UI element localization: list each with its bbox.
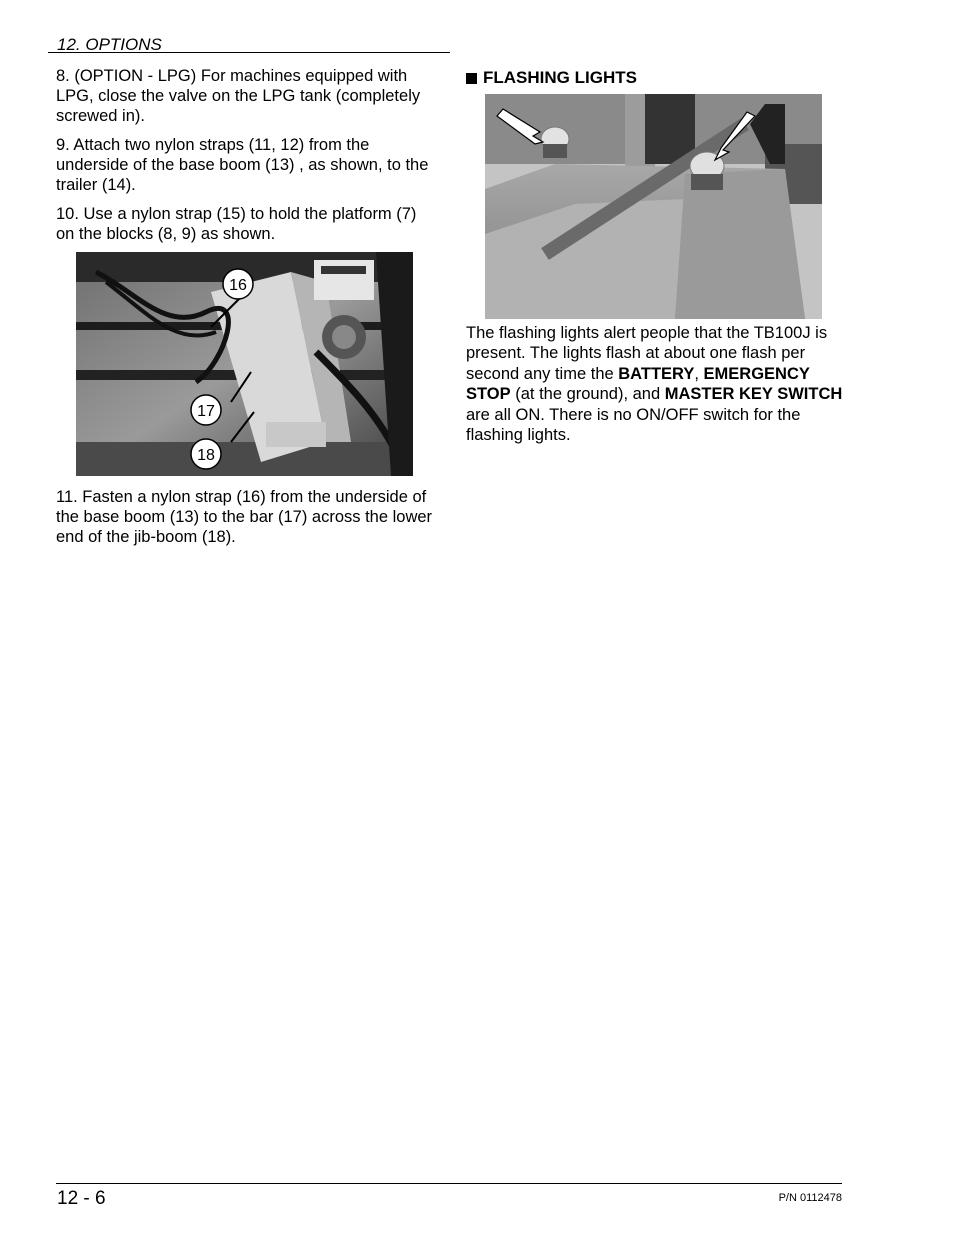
strap-photo (76, 252, 413, 476)
callout-17 (191, 395, 221, 425)
header-rule (48, 52, 450, 53)
svg-text:16: 16 (229, 277, 247, 294)
footer-rule (56, 1183, 842, 1184)
desc-battery: BATTERY (618, 364, 695, 383)
step-9-text: 9. Attach two nylon straps (11, 12) from the underside of the base boom (13) , as shown, to the trailer (14). (56, 136, 429, 194)
desc-master-key-switch: MASTER KEY SWITCH (664, 385, 843, 404)
svg-text:17: 17 (197, 403, 215, 420)
svg-text:18: 18 (197, 447, 215, 464)
step-11-text: 11. Fasten a nylon strap (16) from the underside of the base boom (13) to the bar (17) across the lower end of the jib-boom (18). (56, 488, 433, 546)
left-column (56, 66, 436, 253)
section-heading (466, 68, 846, 88)
left-column-lower (56, 487, 436, 556)
desc-text-3: (at the ground), and (510, 385, 665, 404)
page-number: 12 - 6 (57, 1188, 106, 1209)
callout-18 (191, 439, 221, 469)
part-number: P/N 0112478 (778, 1192, 842, 1204)
desc-text-2: , (694, 364, 704, 383)
step-10-text: 10. Use a nylon strap (15) to hold the platform (7) on the blocks (8, 9) as shown. (56, 205, 417, 243)
callout-16 (223, 269, 253, 299)
step-8-text: 8. (OPTION - LPG) For machines equipped with LPG, close the valve on the LPG tank (completely screwed in). (56, 67, 421, 125)
flashing-lights-description (466, 323, 844, 445)
section-title: FLASHING LIGHTS (483, 68, 637, 87)
desc-text-4: are all ON. There is no ON/OFF switch for the flashing lights. (466, 405, 801, 445)
bullet-square-icon (466, 73, 477, 84)
desc-text-1: The flashing lights alert people that the TB100J is present. The lights flash at about one flash per second any time the (466, 324, 828, 383)
right-column (466, 66, 846, 88)
desc-emergency-stop: EMERGENCY STOP (466, 364, 810, 404)
flashing-lights-photo (485, 94, 822, 319)
running-header: 12. OPTIONS (57, 35, 162, 54)
